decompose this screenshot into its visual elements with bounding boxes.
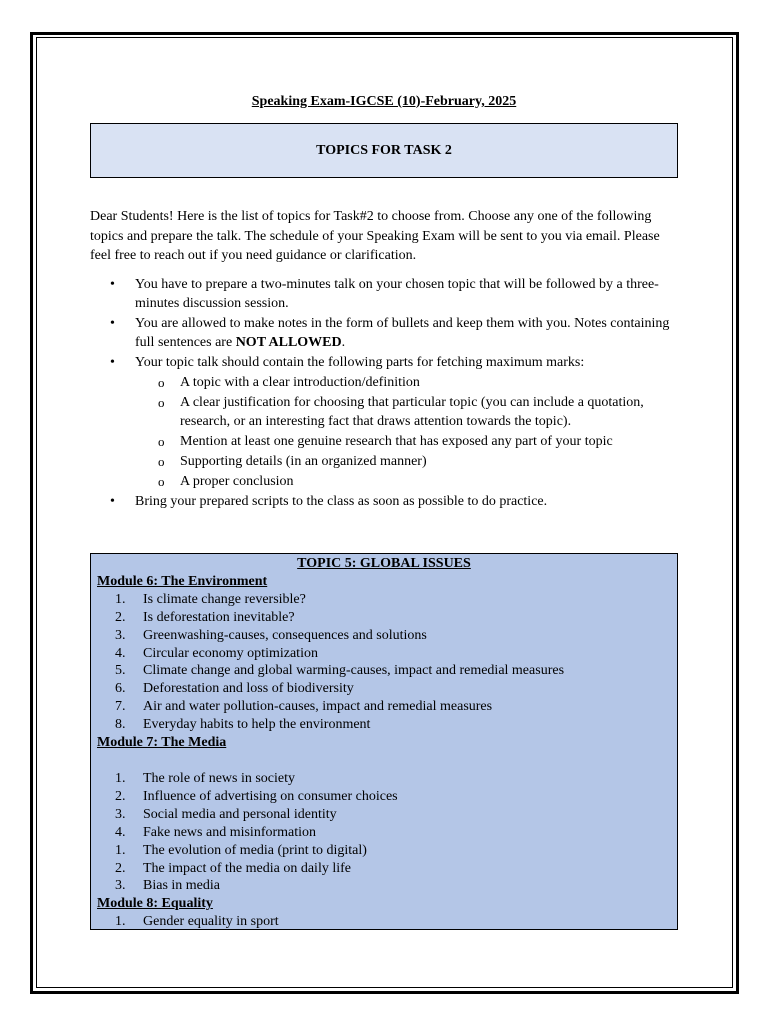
item-text: Influence of advertising on consumer choices — [143, 788, 398, 804]
item-number: 4. — [115, 645, 126, 661]
topics-header-label: TOPICS FOR TASK 2 — [316, 142, 452, 158]
talk-parts-list — [90, 373, 690, 491]
item-text: Everyday habits to help the environment — [143, 717, 371, 733]
module-8-heading: Module 8: Equality — [97, 896, 213, 912]
instruction-item — [90, 492, 690, 511]
item-text: Circular economy optimization — [143, 645, 318, 661]
intro-paragraph: Dear Students! Here is the list of topics for Task#2 to choose from. Choose any one of the following topics and prepare the talk. The schedule of your Speaking Exam will be sent to you via email. Please feel free to reach out if you need guidance or clarification. — [90, 209, 660, 263]
bullet-icon: • — [110, 355, 115, 370]
talk-part-item — [90, 393, 690, 431]
talk-part-text: Mention at least one genuine research that has exposed any part of your topic — [180, 434, 613, 449]
talk-part-text: A clear justification for choosing that particular topic (you can include a quotation, research, or an interesting fact that draws attention towards the topic). — [180, 395, 644, 429]
module-6-heading: Module 6: The Environment — [97, 573, 268, 589]
item-number: 1. — [115, 591, 126, 607]
circle-bullet-icon: o — [158, 434, 165, 449]
circle-bullet-icon: o — [158, 375, 165, 390]
item-number: 1. — [115, 770, 126, 786]
talk-part-text: A topic with a clear introduction/definition — [180, 375, 420, 390]
list-item — [97, 788, 671, 806]
bullet-icon: • — [110, 494, 115, 509]
item-number: 5. — [115, 663, 126, 679]
talk-part-text: A proper conclusion — [180, 474, 294, 489]
module-8-list — [97, 913, 671, 931]
item-text: Bias in media — [143, 878, 220, 894]
talk-part-item — [90, 472, 690, 491]
talk-part-item — [90, 432, 690, 451]
instruction-text: You are allowed to make notes in the form of bullets and keep them with you. Notes containing full sentences are — [135, 316, 670, 350]
item-text: The impact of the media on daily life — [143, 860, 351, 876]
list-item — [97, 698, 671, 716]
module-7-list — [97, 770, 671, 895]
talk-part-item — [90, 373, 690, 392]
item-text: Fake news and misinformation — [143, 824, 317, 840]
spacer — [97, 752, 671, 770]
module-7-heading: Module 7: The Media — [97, 735, 227, 751]
item-number: 3. — [115, 806, 126, 822]
item-number: 8. — [115, 717, 126, 733]
list-item — [97, 770, 671, 788]
list-item — [97, 591, 671, 609]
topics-table — [90, 553, 678, 930]
item-text: Deforestation and loss of biodiversity — [143, 681, 354, 697]
not-allowed-emphasis: NOT ALLOWED — [235, 335, 342, 350]
instruction-item — [90, 314, 690, 352]
list-item — [97, 877, 671, 895]
instruction-item — [90, 353, 690, 372]
topics-header-box — [90, 123, 678, 178]
list-item — [97, 645, 671, 663]
item-number: 1. — [115, 842, 126, 858]
list-item — [97, 680, 671, 698]
page-title: Speaking Exam-IGCSE (10)-February, 2025 — [251, 94, 517, 109]
item-text: Is deforestation inevitable? — [143, 609, 295, 625]
item-text: Greenwashing-causes, consequences and solutions — [143, 627, 427, 643]
list-item — [97, 609, 671, 627]
circle-bullet-icon: o — [158, 395, 165, 410]
list-item — [97, 913, 671, 931]
instruction-text: Your topic talk should contain the following parts for fetching maximum marks: — [135, 355, 585, 370]
instruction-text: Bring your prepared scripts to the class as soon as possible to do practice. — [135, 494, 548, 509]
module-6-list — [97, 591, 671, 734]
item-text: Gender equality in sport — [143, 914, 279, 930]
item-text: Air and water pollution-causes, impact and remedial measures — [143, 699, 493, 715]
item-text: Climate change and global warming-causes, impact and remedial measures — [143, 663, 565, 679]
instruction-text-end: . — [341, 335, 346, 350]
circle-bullet-icon: o — [158, 454, 165, 469]
item-number: 4. — [115, 824, 126, 840]
item-number: 1. — [115, 914, 126, 930]
talk-part-item — [90, 452, 690, 471]
item-text: Social media and personal identity — [143, 806, 337, 822]
item-number: 3. — [115, 627, 126, 643]
talk-part-text: Supporting details (in an organized manner) — [180, 454, 427, 469]
instruction-text: You have to prepare a two-minutes talk on your chosen topic that will be followed by a three-minutes discussion session. — [135, 277, 659, 311]
table-title: TOPIC 5: GLOBAL ISSUES — [297, 556, 471, 571]
list-item — [97, 860, 671, 878]
item-number: 2. — [115, 860, 126, 876]
item-number: 7. — [115, 699, 126, 715]
list-item — [97, 716, 671, 734]
item-number: 6. — [115, 681, 126, 697]
bullet-icon: • — [110, 316, 115, 331]
item-text: The evolution of media (print to digital) — [143, 842, 367, 858]
list-item — [97, 806, 671, 824]
instructions-list — [90, 275, 690, 512]
list-item — [97, 842, 671, 860]
list-item — [97, 627, 671, 645]
item-number: 2. — [115, 609, 126, 625]
item-number: 3. — [115, 878, 126, 894]
item-number: 2. — [115, 788, 126, 804]
instruction-item — [90, 275, 690, 313]
circle-bullet-icon: o — [158, 474, 165, 489]
bullet-icon: • — [110, 277, 115, 292]
list-item — [97, 824, 671, 842]
list-item — [97, 662, 671, 680]
item-text: Is climate change reversible? — [143, 591, 306, 607]
item-text: The role of news in society — [143, 770, 296, 786]
